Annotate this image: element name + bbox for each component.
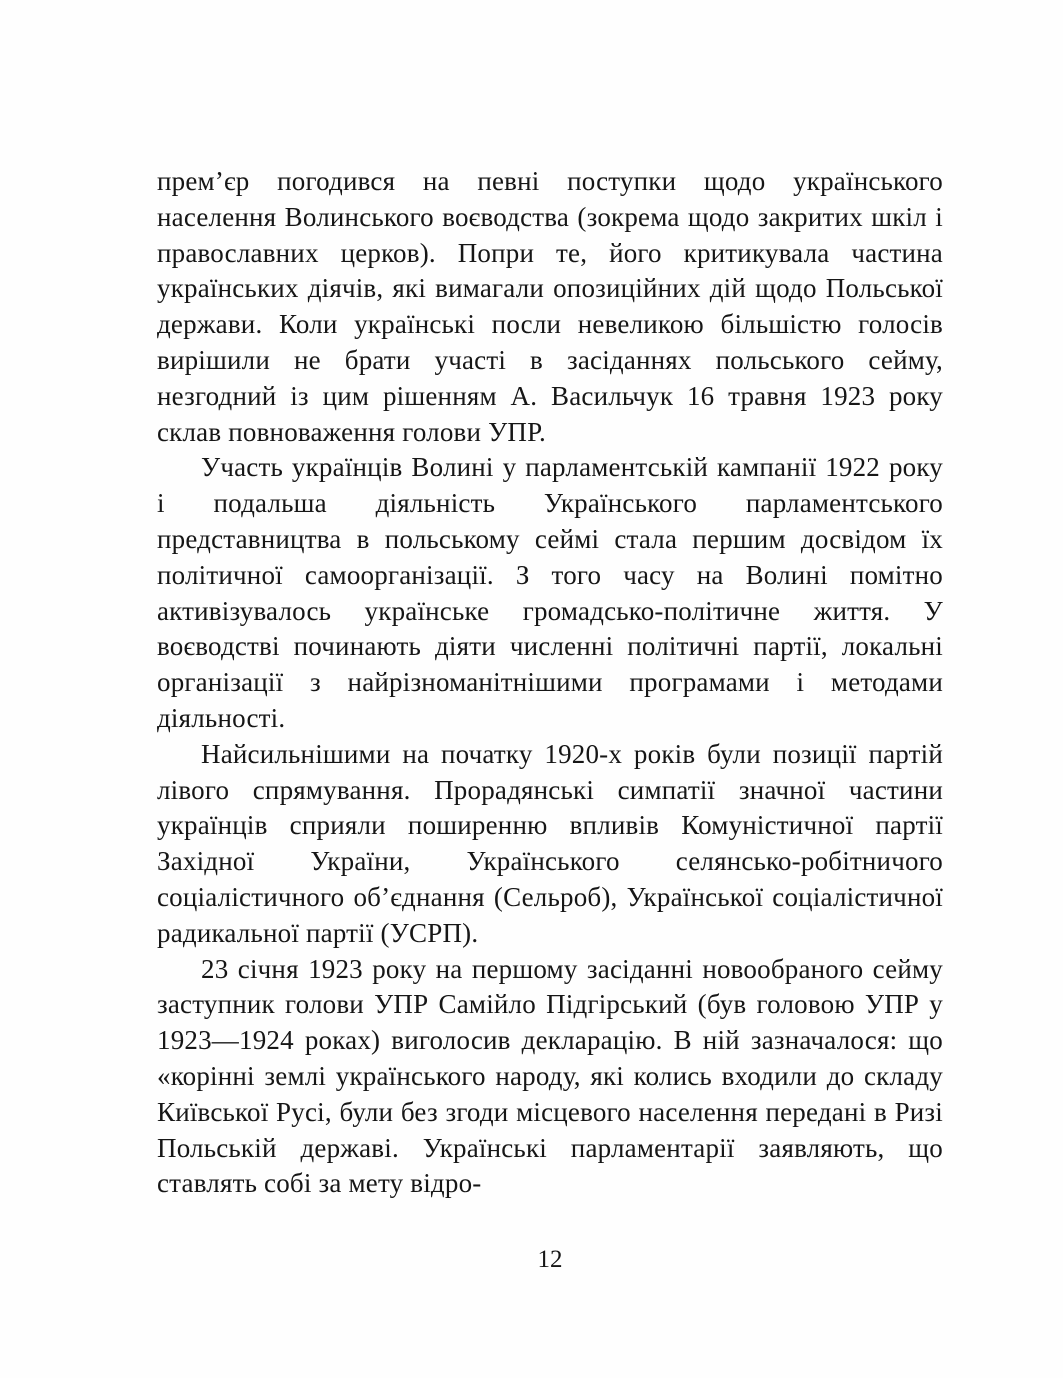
paragraph: Участь українців Волині у парламентській кампанії 1922 року і подальша діяльність Українського парламентського представництва в польському сеймі стала першим досвідом їх політичної самоорганізації. З того часу на Волині помітно активізувалось українське громадсько-політичне життя. У воєводстві починають діяти численні політичні партії, локальні організації з найрізноманітнішими програмами і методами діяльності. bbox=[157, 452, 943, 733]
paragraph-continuation: прем’єр погодився на певні поступки щодо українського населення Волинського воєводства (зокрема щодо закритих шкіл і православних церков). Попри те, його критикувала частина українських діячів, які вимагали опозиційних дій щодо Польської держави. Коли українські посли невеликою більшістю голосів вирішили не брати участі в засіданнях польського сейму, незгодний із цим рішенням А. Васильчук 16 травня 1923 року склав повноваження голови УПР. bbox=[157, 166, 943, 447]
paragraph: Найсильнішими на початку 1920-х років були позиції партій лівого спрямування. Прорадянські симпатії значної частини українців сприяли поширенню впливів Комуністичної партії Західної України, Українського селянсько-робітничого соціалістичного об’єднання (Сельроб), Української соціалістичної радикальної партії (УСРП). bbox=[157, 738, 943, 948]
page-text bbox=[157, 164, 943, 1202]
paragraph: 23 січня 1923 року на першому засіданні новообраного сейму заступник голови УПР Самійло Підгірський (був головою УПР у 1923—1924 роках) виголосив декларацію. В ній зазначалося: що «корінні землі українського народу, які колись входили до складу Київської Русі, були без згоди місцевого населення передані в Ризі Польській державі. Українські парламентарії заявляють, що ставлять собі за мету відро- bbox=[157, 953, 943, 1199]
page-number: 12 bbox=[537, 1246, 563, 1273]
